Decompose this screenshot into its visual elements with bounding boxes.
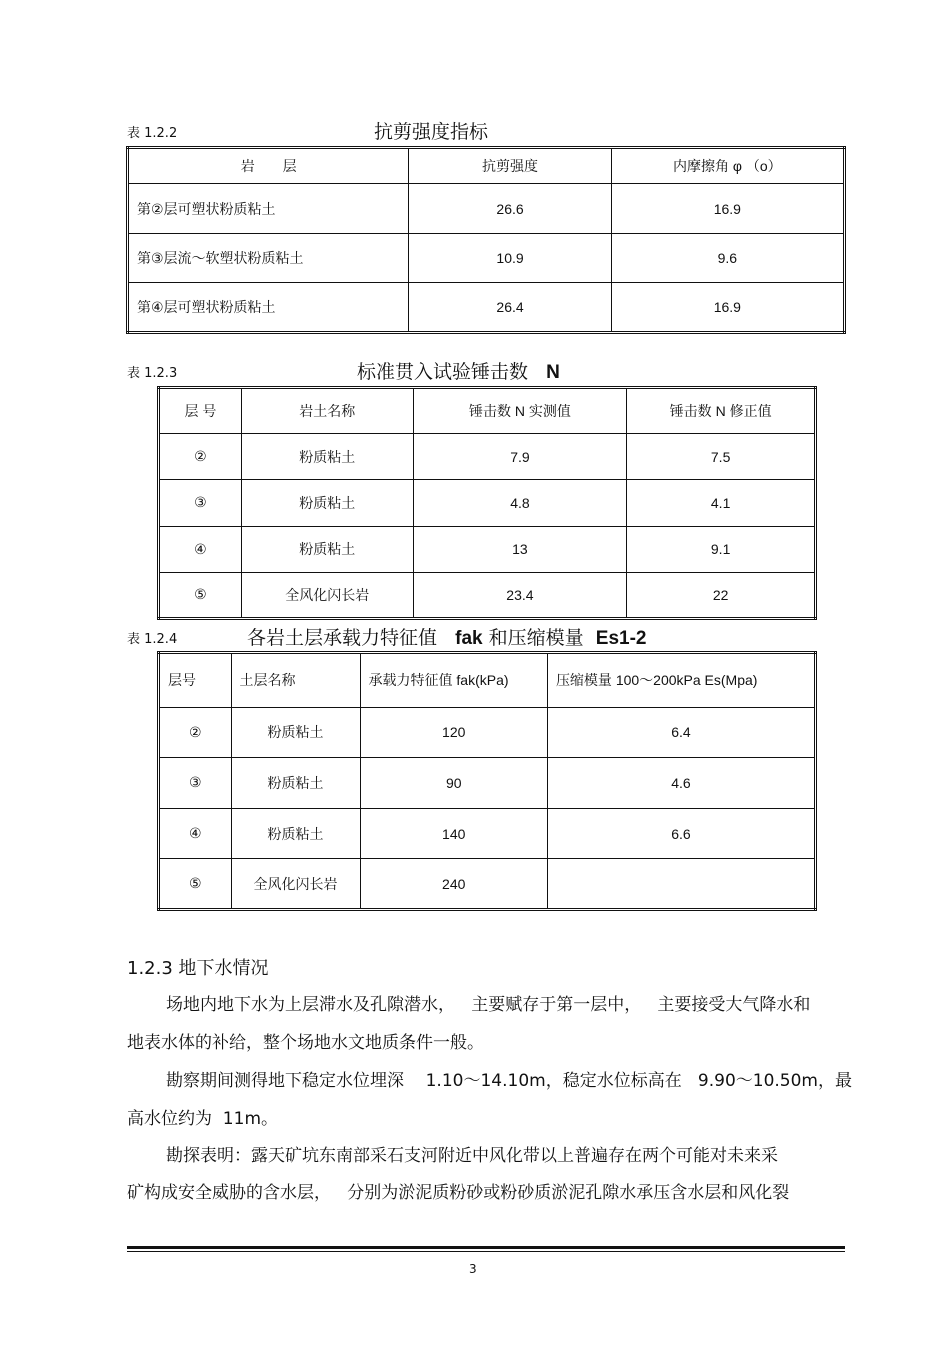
section-heading: 1.2.3 地下水情况 xyxy=(127,958,269,979)
table-title xyxy=(357,357,560,384)
soil-name-cell: 粉质粘土 xyxy=(241,526,413,572)
table-row xyxy=(159,526,816,572)
header-cell: 内摩擦角 φ （o） xyxy=(611,148,844,184)
layer-no-cell: ④ xyxy=(159,526,242,572)
table-label: 表 1.2.3 xyxy=(127,366,178,381)
value-cell: 23.4 xyxy=(413,572,627,618)
value-cell: 16.9 xyxy=(611,184,844,234)
header-cell: 抗剪强度 xyxy=(409,148,611,184)
layer-no-cell: ③ xyxy=(159,758,232,809)
table-title xyxy=(247,623,646,650)
value-cell: 120 xyxy=(360,707,547,758)
header-cell: 压缩模量 100～200kPa Es(Mpa) xyxy=(547,653,815,708)
table-label: 表 1.2.4 xyxy=(127,632,178,647)
value-cell: 240 xyxy=(360,859,547,910)
table-title-symbol: Es1-2 xyxy=(595,628,647,649)
soil-name-cell: 粉质粘土 xyxy=(241,480,413,526)
value-cell: 13 xyxy=(413,526,627,572)
layer-no-cell: ③ xyxy=(159,480,242,526)
table-title-text: 标准贯入试验锤击数 xyxy=(357,361,529,383)
page-number: 3 xyxy=(469,1262,477,1276)
table-label: 表 1.2.2 xyxy=(127,126,178,141)
table-row xyxy=(128,283,845,333)
layer-no-cell: ④ xyxy=(159,808,232,859)
table-title-symbol: N xyxy=(546,362,560,383)
layer-cell: 第④层可塑状粉质粘土 xyxy=(128,283,409,333)
value-cell: 90 xyxy=(360,758,547,809)
header-cell: 岩土名称 xyxy=(241,388,413,434)
header-cell: 岩 层 xyxy=(128,148,409,184)
value-cell: 4.8 xyxy=(413,480,627,526)
footer-rule xyxy=(127,1246,845,1249)
table-title-symbol: fak xyxy=(455,628,483,649)
header-cell: 层 号 xyxy=(159,388,242,434)
layer-cell: 第③层流～软塑状粉质粘土 xyxy=(128,233,409,283)
table-row xyxy=(159,707,816,758)
table-row xyxy=(159,572,816,618)
header-cell: 承载力特征值 fak(kPa) xyxy=(360,653,547,708)
value-cell: 6.6 xyxy=(547,808,815,859)
value-cell: 7.5 xyxy=(627,434,816,480)
paragraph-line: 勘察期间测得地下稳定水位埋深 1.10～14.10m，稳定水位标高在 9.90～10.50m，最 xyxy=(166,1071,852,1091)
value-cell: 9.6 xyxy=(611,233,844,283)
table-row xyxy=(159,859,816,910)
value-cell: 26.6 xyxy=(409,184,611,234)
value-cell: 9.1 xyxy=(627,526,816,572)
header-cell: 土层名称 xyxy=(231,653,360,708)
soil-name-cell: 粉质粘土 xyxy=(231,808,360,859)
table-title-text: 各岩土层承载力特征值 xyxy=(247,627,438,649)
value-cell: 26.4 xyxy=(409,283,611,333)
paragraph-line: 地表水体的补给，整个场地水文地质条件一般。 xyxy=(127,1033,484,1053)
layer-no-cell: ⑤ xyxy=(159,859,232,910)
layer-no-cell: ② xyxy=(159,434,242,480)
value-cell: 4.6 xyxy=(547,758,815,809)
paragraph-line: 勘探表明：露天矿坑东南部采石支河附近中风化带以上普遍存在两个可能对未来采 xyxy=(166,1146,778,1166)
value-cell: 16.9 xyxy=(611,283,844,333)
value-cell: 7.9 xyxy=(413,434,627,480)
paragraph-line: 场地内地下水为上层滞水及孔隙潜水， 主要赋存于第一层中， 主要接受大气降水和 xyxy=(166,995,811,1015)
table-row xyxy=(128,233,845,283)
table-row xyxy=(159,434,816,480)
layer-no-cell: ⑤ xyxy=(159,572,242,618)
table-row xyxy=(159,480,816,526)
shear-strength-table xyxy=(126,146,846,334)
soil-name-cell: 粉质粘土 xyxy=(231,707,360,758)
value-cell: 22 xyxy=(627,572,816,618)
table-row xyxy=(128,184,845,234)
table-header-row xyxy=(128,148,845,184)
soil-name-cell: 粉质粘土 xyxy=(241,434,413,480)
paragraph-line: 高水位约为 11m。 xyxy=(127,1109,278,1129)
layer-no-cell: ② xyxy=(159,707,232,758)
header-cell: 锤击数 N 修正值 xyxy=(627,388,816,434)
table-row xyxy=(159,758,816,809)
value-cell: 4.1 xyxy=(627,480,816,526)
soil-name-cell: 全风化闪长岩 xyxy=(231,859,360,910)
table-header-row xyxy=(159,653,816,708)
value-cell: 140 xyxy=(360,808,547,859)
table-title: 抗剪强度指标 xyxy=(374,121,489,143)
header-cell: 锤击数 N 实测值 xyxy=(413,388,627,434)
layer-cell: 第②层可塑状粉质粘土 xyxy=(128,184,409,234)
soil-name-cell: 粉质粘土 xyxy=(231,758,360,809)
value-cell: 10.9 xyxy=(409,233,611,283)
header-cell: 层号 xyxy=(159,653,232,708)
paragraph-line: 矿构成安全威胁的含水层， 分别为淤泥质粉砂或粉砂质淤泥孔隙水承压含水层和风化裂 xyxy=(127,1183,790,1203)
table-title-text: 和压缩模量 xyxy=(488,627,584,649)
soil-name-cell: 全风化闪长岩 xyxy=(241,572,413,618)
footer-rule xyxy=(127,1251,845,1252)
table-header-row xyxy=(159,388,816,434)
value-cell xyxy=(547,859,815,910)
bearing-capacity-table xyxy=(157,651,817,911)
spt-blow-count-table xyxy=(157,386,817,620)
value-cell: 6.4 xyxy=(547,707,815,758)
table-row xyxy=(159,808,816,859)
